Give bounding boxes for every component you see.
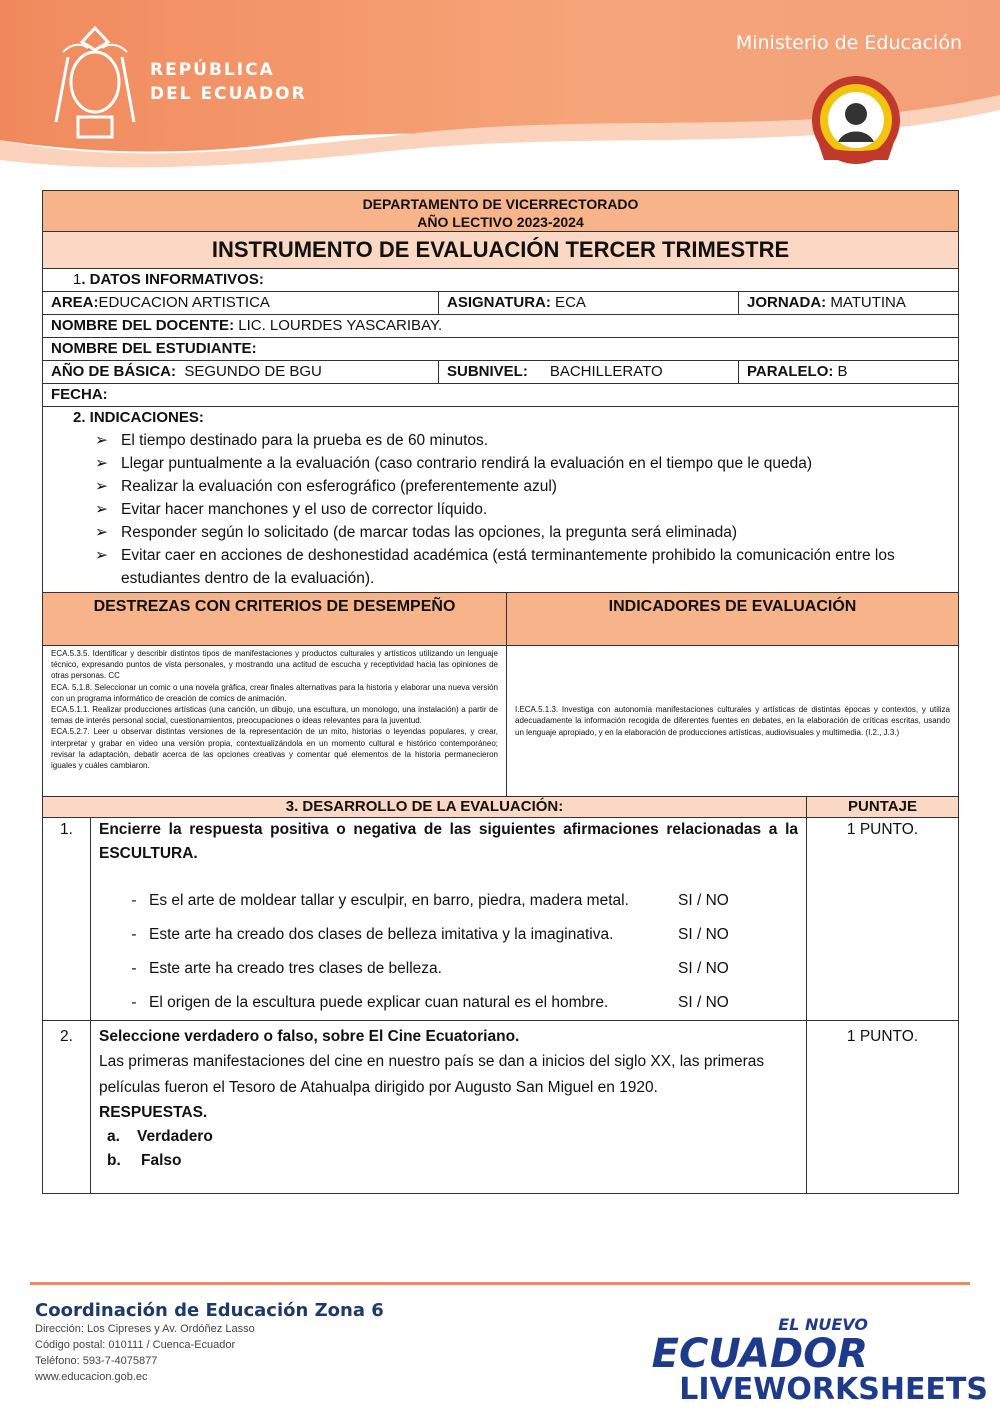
footer-postal: Código postal: 010111 / Cuenca-Ecuador bbox=[35, 1339, 236, 1351]
list-item: ➢ Realizar la evaluación con esferográfico (preferentemente azul) bbox=[95, 475, 950, 498]
arrow-bullet-icon: ➢ bbox=[95, 524, 108, 541]
document-header bbox=[43, 191, 959, 232]
option-verdadero[interactable]: a. Verdadero bbox=[107, 1128, 213, 1145]
school-year: AÑO LECTIVO 2023-2024 bbox=[417, 214, 584, 230]
indicaciones-section bbox=[43, 407, 959, 593]
school-seal-icon bbox=[808, 72, 904, 168]
list-item: - El origen de la escultura puede explicar cuan natural es el hombre. SI / NO bbox=[119, 986, 798, 1020]
indicadores-content: I.ECA.5.1.3. Investiga con autonomía manifestaciones culturales y artísticas de distintas épocas y contextos, y utiliza adecuadamente la información recogida de diferentes fuentes en debates, en la elaboración de críticas escritas, usando un lenguaje apropiado, y en la elaboración de producciones artísticas, audiovisuales y multimedia. (I.2., J.3.) bbox=[507, 646, 959, 797]
desarrollo-heading: 3. DESARROLLO DE LA EVALUACIÓN: bbox=[43, 797, 807, 818]
brand-small: EL NUEVO bbox=[778, 1315, 868, 1334]
watermark-text: LIVEWORKSHEETS bbox=[679, 1372, 988, 1407]
question-1 bbox=[91, 818, 807, 1021]
subnivel-cell: SUBNIVEL: BACHILLERATO bbox=[439, 361, 739, 384]
list-item: - Es el arte de moldear tallar y esculpir, en barro, piedra, madera metal. SI / NO bbox=[119, 884, 798, 918]
arrow-bullet-icon: ➢ bbox=[95, 501, 108, 518]
puntaje-heading: PUNTAJE bbox=[807, 797, 959, 818]
header-banner bbox=[0, 0, 1000, 190]
ministry-name: Ministerio de Educación bbox=[735, 32, 962, 54]
si-no-answer[interactable]: SI / NO bbox=[678, 960, 729, 977]
question-2-number: 2. bbox=[43, 1021, 91, 1194]
question-1-number: 1. bbox=[43, 818, 91, 1021]
indicadores-heading: INDICADORES DE EVALUACIÓN bbox=[507, 593, 959, 646]
question-1-options bbox=[99, 884, 798, 1020]
si-no-answer[interactable]: SI / NO bbox=[678, 892, 729, 909]
datos-heading: 1. DATOS INFORMATIVOS: bbox=[43, 269, 959, 292]
question-2-points: 1 PUNTO. bbox=[807, 1021, 959, 1194]
question-2-title: Seleccione verdadero o falso, sobre El Cine Ecuatoriano. bbox=[99, 1028, 520, 1045]
indicaciones-list bbox=[51, 429, 950, 590]
anio-cell: AÑO DE BÁSICA: SEGUNDO DE BGU bbox=[43, 361, 439, 384]
footer-phone: Teléfono: 593-7-4075877 bbox=[35, 1355, 158, 1367]
asignatura-cell: ASIGNATURA: ECA bbox=[439, 292, 739, 315]
brand-logo bbox=[652, 1315, 988, 1406]
list-item: ➢ Responder según lo solicitado (de marcar todas las opciones, la pregunta será eliminada) bbox=[95, 521, 950, 544]
arrow-bullet-icon: ➢ bbox=[95, 547, 108, 564]
si-no-answer[interactable]: SI / NO bbox=[678, 994, 729, 1011]
question-2 bbox=[91, 1021, 807, 1194]
arrow-bullet-icon: ➢ bbox=[95, 432, 108, 449]
document-title: INSTRUMENTO DE EVALUACIÓN TERCER TRIMESTRE bbox=[43, 232, 959, 269]
docente-cell: NOMBRE DEL DOCENTE: LIC. LOURDES YASCARIBAY. bbox=[43, 315, 959, 338]
arrow-bullet-icon: ➢ bbox=[95, 478, 108, 495]
list-item: - Este arte ha creado dos clases de belleza imitativa y la imaginativa. SI / NO bbox=[119, 918, 798, 952]
brand-big: ECUADOR bbox=[651, 1331, 868, 1377]
question-2-body: Las primeras manifestaciones del cine en nuestro país se dan a inicios del siglo XX, las primeras películas fueron el Tesoro de Atahualpa dirigido por Augusto San Miguel en 1920. bbox=[99, 1053, 765, 1096]
destrezas-heading: DESTREZAS CON CRITERIOS DE DESEMPEÑO bbox=[43, 593, 507, 646]
question-1-points: 1 PUNTO. bbox=[807, 818, 959, 1021]
footer-title: Coordinación de Educación Zona 6 bbox=[35, 1300, 384, 1321]
respuestas-label: RESPUESTAS. bbox=[99, 1104, 208, 1121]
list-item: ➢ El tiempo destinado para la prueba es de 60 minutos. bbox=[95, 429, 950, 452]
paralelo-cell: PARALELO: B bbox=[739, 361, 959, 384]
si-no-answer[interactable]: SI / NO bbox=[678, 926, 729, 943]
department-name: DEPARTAMENTO DE VICERRECTORADO bbox=[362, 196, 639, 212]
footer-contact bbox=[35, 1300, 384, 1385]
jornada-cell: JORNADA: MATUTINA bbox=[739, 292, 959, 315]
list-item: ➢ Llegar puntualmente a la evaluación (caso contrario rendirá la evaluación en el tiempo que le queda) bbox=[95, 452, 950, 475]
question-1-text: Encierre la respuesta positiva o negativa de las siguientes afirmaciones relacionadas a la ESCULTURA. bbox=[99, 821, 798, 862]
evaluation-sheet bbox=[42, 190, 958, 1194]
evaluation-table bbox=[42, 190, 959, 1194]
list-item: ➢ Evitar hacer manchones y el uso de corrector líquido. bbox=[95, 498, 950, 521]
footer-website[interactable]: www.educacion.gob.ec bbox=[35, 1371, 148, 1383]
list-item: ➢ Evitar caer en acciones de deshonestidad académica (está terminantemente prohibido la comunicación entre los estudiantes dentro de la evaluación). bbox=[95, 544, 950, 590]
footer-divider bbox=[30, 1282, 970, 1286]
indicaciones-heading: 2. INDICACIONES: bbox=[73, 409, 204, 426]
list-item: - Este arte ha creado tres clases de belleza. SI / NO bbox=[119, 952, 798, 986]
arrow-bullet-icon: ➢ bbox=[95, 455, 108, 472]
footer-address: Dirección: Los Cipreses y Av. Ordóñez Lasso bbox=[35, 1323, 255, 1335]
estudiante-field[interactable]: NOMBRE DEL ESTUDIANTE: bbox=[43, 338, 959, 361]
fecha-field[interactable]: FECHA: bbox=[43, 384, 959, 407]
country-name: REPÚBLICA DEL ECUADOR bbox=[150, 60, 307, 104]
ecuador-coat-of-arms-icon bbox=[48, 22, 143, 147]
destrezas-content: ECA.5.3.5. Identificar y describir distintos tipos de manifestaciones y productos culturales y artísticos utilizando un lenguaje técnico, expresando puntos de vista personales, y mostrando una actitud de escucha y receptividad hacia las opiniones de otras personas. CC ECA. 5.1.8. Seleccionar un comic o una novela gráfica, crear finales alternativas para la historia y elaborar una nueva versión con un programa informático de creación de comics de animación. ECA.5.1.1. Realizar producciones artísticas (una canción, un dibujo, una escultura, un monologo, una instalación) a partir de temas de interés personal social, cuestionamientos, preocupaciones o ideas relevantes para la juventud. ECA.5.2.7. Leer u observar distintas versiones de la representación de un mito, historias o leyendas populares, y crear, interpretar y grabar en video una versión propia, contextualizándola en un momento cultural e histórico contemporáneo; revisar la adaptación, debatir acerca de las opciones creativas y comentar qué elementos de la historia permanecieron iguales y cuáles cambiaron. bbox=[43, 646, 507, 797]
area-cell: AREA:EDUCACION ARTISTICA bbox=[43, 292, 439, 315]
option-falso[interactable]: b. Falso bbox=[107, 1152, 182, 1169]
